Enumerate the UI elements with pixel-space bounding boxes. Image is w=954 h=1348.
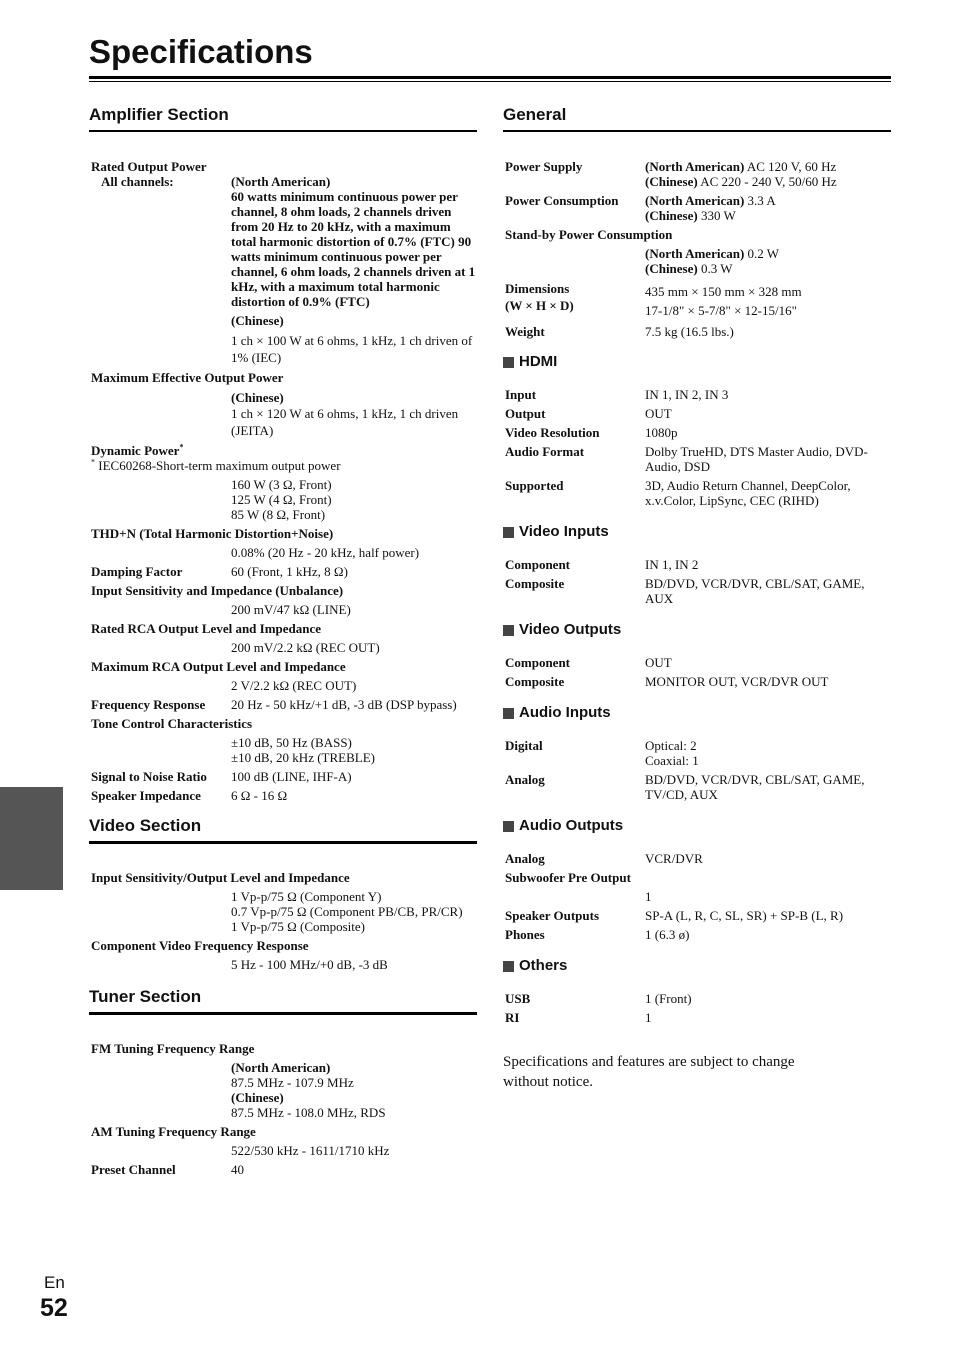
row-value: IN 1, IN 2, IN 3	[645, 387, 729, 402]
input-sens-value: 200 mV/47 kΩ (LINE)	[231, 602, 351, 617]
max-rca-value: 2 V/2.2 kΩ (REC OUT)	[231, 678, 357, 693]
dimensions-label-1: Dimensions	[505, 281, 570, 296]
power-consumption-label: Power Consumption	[505, 193, 619, 208]
speaker-outputs-label: Speaker Outputs	[505, 908, 600, 923]
thd-label: THD+N (Total Harmonic Distortion+Noise)	[91, 526, 334, 541]
max-eff-chinese-label: (Chinese)	[231, 390, 284, 405]
video-inputs-heading-text: Video Inputs	[519, 523, 609, 540]
input-sens-label: Input Sensitivity and Impedance (Unbalance)	[91, 583, 344, 598]
tone-label: Tone Control Characteristics	[91, 716, 253, 731]
amplifier-section-heading: Amplifier Section	[89, 104, 477, 132]
cons-na-value: 3.3 A	[744, 193, 776, 208]
digital-row	[503, 738, 891, 768]
standby-na-label: (North American)	[645, 246, 745, 261]
dimensions-row	[503, 280, 891, 320]
row-label: Composite	[505, 674, 565, 689]
preset-label: Preset Channel	[91, 1162, 176, 1177]
tone-v2: ±10 dB, 20 kHz (TREBLE)	[231, 750, 375, 765]
table-row	[503, 444, 891, 474]
table-row	[503, 576, 891, 606]
cons-cn-label: (Chinese)	[645, 208, 698, 223]
square-bullet-icon	[503, 961, 514, 972]
others-heading-text: Others	[519, 957, 568, 974]
row-value: 3D, Audio Return Channel, DeepColor, x.v.Color, LipSync, CEC (RIHD)	[645, 478, 851, 508]
video-v3: 1 Vp-p/75 Ω (Composite)	[231, 919, 365, 934]
phones-value: 1 (6.3 ø)	[645, 927, 690, 942]
video-freq-value: 5 Hz - 100 MHz/+0 dB, -3 dB	[231, 957, 388, 972]
power-supply-label: Power Supply	[505, 159, 583, 174]
audio-outputs-heading-text: Audio Outputs	[519, 817, 624, 834]
power-supply-row	[503, 159, 891, 189]
table-row	[503, 557, 891, 572]
video-inputs-heading	[503, 522, 891, 542]
na-text: 60 watts minimum continuous power per channel, 8 ohm loads, 2 channels driven from 20 Hz to 20 kHz, with a maximum total harmonic distortion of 0.7% (FTC) 90 watts minimum continuous power per channel, 6 ohm loads, 2 channels driven at 1 kHz, with a maximum total harmonic distortion of 0.9% (FTC)	[231, 189, 476, 309]
cons-na-label: (North American)	[645, 193, 745, 208]
hdmi-heading	[503, 352, 891, 372]
general-section-heading: General	[503, 104, 891, 132]
analog-label: Analog	[505, 772, 545, 787]
am-label: AM Tuning Frequency Range	[91, 1124, 256, 1139]
freq-row	[89, 697, 477, 712]
table-row	[503, 478, 891, 508]
speaker-impedance-label: Speaker Impedance	[91, 788, 201, 803]
video-v1: 1 Vp-p/75 Ω (Component Y)	[231, 889, 382, 904]
row-label: RI	[505, 1010, 520, 1025]
dynamic-power-note	[89, 458, 477, 473]
standby-label: Stand-by Power Consumption	[505, 227, 673, 242]
table-row	[503, 406, 891, 421]
tone-v1: ±10 dB, 50 Hz (BASS)	[231, 735, 352, 750]
row-value: 1 (Front)	[645, 991, 692, 1006]
snr-row	[89, 769, 477, 784]
row-value: MONITOR OUT, VCR/DVR OUT	[645, 674, 829, 689]
preset-value: 40	[231, 1162, 244, 1177]
supply-cn-value: AC 220 - 240 V, 50/60 Hz	[697, 174, 837, 189]
row-label: Output	[505, 406, 546, 421]
analog-out-label: Analog	[505, 851, 545, 866]
dynamic-power-star: *	[179, 442, 184, 452]
speaker-impedance-row	[89, 788, 477, 803]
speaker-outputs-row	[503, 908, 891, 923]
row-label: Input	[505, 387, 537, 402]
dynamic-note-text: IEC60268-Short-term maximum output power	[95, 458, 341, 473]
damping-row	[89, 564, 477, 579]
dimensions-metric: 435 mm × 150 mm × 328 mm	[645, 284, 802, 299]
fm-cn-value: 87.5 MHz - 108.0 MHz, RDS	[231, 1105, 386, 1120]
freq-value: 20 Hz - 50 kHz/+1 dB, -3 dB (DSP bypass)	[231, 697, 457, 712]
all-channels-label: All channels:	[101, 174, 174, 189]
row-label: Video Resolution	[505, 425, 600, 440]
table-row	[503, 1010, 891, 1025]
phones-row	[503, 927, 891, 942]
row-value: 1080p	[645, 425, 678, 440]
rated-output-label: Rated Output Power	[91, 159, 207, 174]
row-value: OUT	[645, 406, 672, 421]
standby-values	[503, 246, 891, 276]
weight-label: Weight	[505, 324, 545, 339]
video-outputs-heading-text: Video Outputs	[519, 621, 622, 638]
row-value: IN 1, IN 2	[645, 557, 699, 572]
supply-na-value: AC 120 V, 60 Hz	[744, 159, 837, 174]
square-bullet-icon	[503, 821, 514, 832]
audio-inputs-heading	[503, 703, 891, 723]
dyn-v3: 85 W (8 Ω, Front)	[231, 507, 326, 522]
subwoofer-value: 1	[645, 889, 652, 904]
max-rca-label: Maximum RCA Output Level and Impedance	[91, 659, 346, 674]
subwoofer-label: Subwoofer Pre Output	[505, 870, 631, 885]
fm-na-value: 87.5 MHz - 107.9 MHz	[231, 1075, 354, 1090]
row-value: BD/DVD, VCR/DVR, CBL/SAT, GAME, AUX	[645, 576, 865, 606]
dyn-v1: 160 W (3 Ω, Front)	[231, 477, 332, 492]
am-value: 522/530 kHz - 1611/1710 kHz	[231, 1143, 390, 1158]
hdmi-table	[503, 387, 891, 508]
video-v2: 0.7 Vp-p/75 Ω (Component PB/CB, PR/CR)	[231, 904, 463, 919]
rated-output-row	[89, 174, 477, 366]
tuner-section-heading: Tuner Section	[89, 986, 477, 1015]
language-label: En	[44, 1273, 65, 1292]
dynamic-note-star: *	[91, 457, 95, 467]
square-bullet-icon	[503, 357, 514, 368]
fm-cn-label: (Chinese)	[231, 1090, 284, 1105]
dimensions-imperial: 17-1/8" × 5-7/8" × 12-15/16"	[645, 303, 797, 318]
power-consumption-row	[503, 193, 891, 223]
dimensions-values	[645, 280, 891, 320]
dynamic-power-text: Dynamic Power	[91, 443, 180, 458]
video-outputs-heading	[503, 620, 891, 640]
supply-cn-label: (Chinese)	[645, 174, 698, 189]
row-label: Audio Format	[505, 444, 585, 459]
table-row	[503, 991, 891, 1006]
analog-out-row	[503, 851, 891, 866]
standby-cn-label: (Chinese)	[645, 261, 698, 276]
video-input-label: Input Sensitivity/Output Level and Impedance	[91, 870, 350, 885]
max-eff-label: Maximum Effective Output Power	[91, 370, 284, 385]
chinese-text: 1 ch × 100 W at 6 ohms, 1 kHz, 1 ch driven of 1% (IEC)	[231, 333, 473, 365]
standby-cn-value: 0.3 W	[697, 261, 733, 276]
rated-rca-value: 200 mV/2.2 kΩ (REC OUT)	[231, 640, 380, 655]
cons-cn-value: 330 W	[697, 208, 736, 223]
hdmi-heading-text: HDMI	[519, 353, 558, 370]
speaker-impedance-value: 6 Ω - 16 Ω	[231, 788, 288, 803]
row-value: OUT	[645, 655, 672, 670]
video-freq-label: Component Video Frequency Response	[91, 938, 309, 953]
table-row	[503, 425, 891, 440]
row-value: Dolby TrueHD, DTS Master Audio, DVD-Audio, DSD	[645, 444, 868, 474]
table-row	[503, 387, 891, 402]
weight-row	[503, 324, 891, 339]
weight-value: 7.5 kg (16.5 lbs.)	[645, 324, 734, 339]
rated-rca-label: Rated RCA Output Level and Impedance	[91, 621, 322, 636]
power-consumption-values	[645, 193, 891, 223]
table-row	[503, 674, 891, 689]
speaker-outputs-value: SP-A (L, R, C, SL, SR) + SP-B (L, R)	[645, 908, 844, 923]
analog-out-value: VCR/DVR	[645, 851, 703, 866]
audio-inputs-heading-text: Audio Inputs	[519, 704, 611, 721]
others-heading	[503, 956, 891, 976]
dyn-v2: 125 W (4 Ω, Front)	[231, 492, 332, 507]
page-number: 52	[40, 1294, 68, 1322]
video-section-heading: Video Section	[89, 815, 477, 844]
row-label: USB	[505, 991, 531, 1006]
analog-value: BD/DVD, VCR/DVR, CBL/SAT, GAME, TV/CD, AUX	[645, 772, 865, 802]
specs-notice: Specifications and features are subject to change without notice.	[503, 1054, 795, 1090]
na-label: (North American)	[231, 174, 331, 189]
supply-na-label: (North American)	[645, 159, 745, 174]
max-eff-text: 1 ch × 120 W at 6 ohms, 1 kHz, 1 ch driven (JEITA)	[231, 406, 459, 438]
dimensions-label-2: (W × H × D)	[505, 298, 574, 313]
fm-label: FM Tuning Frequency Range	[91, 1041, 255, 1056]
phones-label: Phones	[505, 927, 545, 942]
thd-value: 0.08% (20 Hz - 20 kHz, half power)	[231, 545, 420, 560]
rated-output-values	[231, 174, 477, 366]
square-bullet-icon	[503, 625, 514, 636]
power-supply-values	[645, 159, 891, 189]
row-label: Supported	[505, 478, 564, 493]
dimensions-label	[503, 280, 645, 320]
page-title: Specifications	[89, 33, 313, 70]
digital-label: Digital	[505, 738, 543, 753]
digital-coaxial: Coaxial: 1	[645, 753, 699, 768]
damping-label: Damping Factor	[91, 564, 183, 579]
preset-row	[89, 1162, 477, 1177]
standby-na-value: 0.2 W	[744, 246, 780, 261]
fm-na-label: (North American)	[231, 1060, 331, 1075]
square-bullet-icon	[503, 708, 514, 719]
row-label: Composite	[505, 576, 565, 591]
dynamic-power-label	[89, 443, 477, 458]
side-tab	[0, 787, 63, 890]
row-label: Component	[505, 655, 571, 670]
left-column	[89, 104, 477, 1177]
row-value: 1	[645, 1010, 652, 1025]
title-rule	[89, 76, 891, 79]
digital-values	[645, 738, 891, 768]
title-rule-thin	[89, 81, 891, 82]
row-label: Component	[505, 557, 571, 572]
audio-outputs-heading	[503, 816, 891, 836]
chinese-label: (Chinese)	[231, 313, 284, 328]
analog-row	[503, 772, 891, 802]
snr-value: 100 dB (LINE, IHF-A)	[231, 769, 352, 784]
square-bullet-icon	[503, 527, 514, 538]
table-row	[503, 655, 891, 670]
freq-label: Frequency Response	[91, 697, 206, 712]
damping-value: 60 (Front, 1 kHz, 8 Ω)	[231, 564, 348, 579]
right-column	[503, 104, 891, 1092]
snr-label: Signal to Noise Ratio	[91, 769, 207, 784]
digital-optical: Optical: 2	[645, 738, 697, 753]
